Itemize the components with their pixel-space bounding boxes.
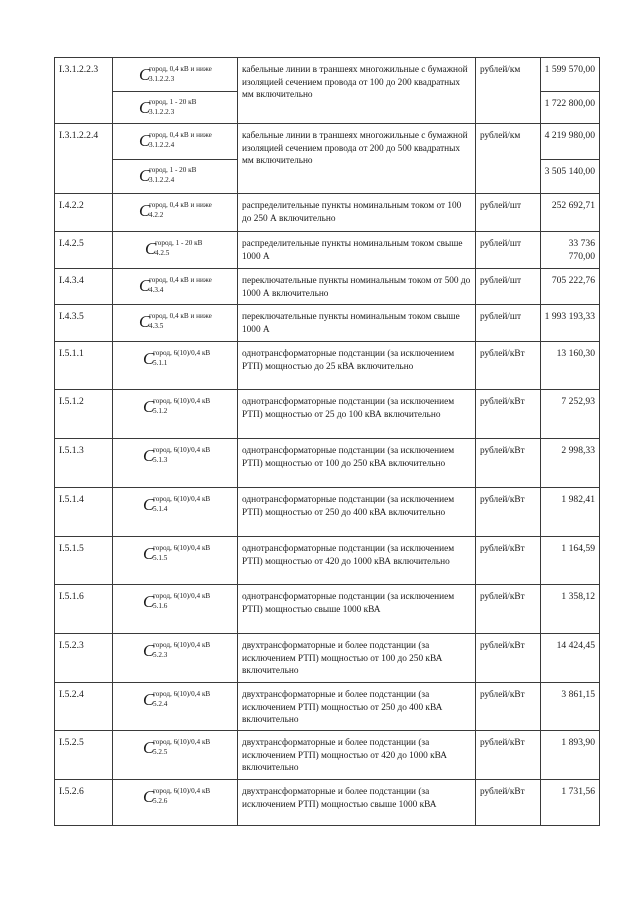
rate-symbol-sub: 5.1.3 [153, 456, 168, 464]
row-unit: рублей/кВт [476, 390, 541, 439]
row-code: I.4.3.4 [55, 269, 113, 305]
table-row [55, 585, 600, 634]
row-code: I.5.1.5 [55, 537, 113, 585]
rate-symbol-cell [113, 194, 238, 232]
row-unit: рублей/шт [476, 194, 541, 232]
row-code: I.5.1.4 [55, 488, 113, 537]
row-value: 2 998,33 [541, 439, 600, 488]
row-code: I.5.1.1 [55, 342, 113, 390]
row-value: 3 861,15 [541, 683, 600, 731]
row-value: 1 982,41 [541, 488, 600, 537]
rate-symbol-sup: город, 6(10)/0,4 кВ [153, 544, 211, 552]
row-description: однотрансформаторные подстанции (за исключением РТП) мощностью свыше 1000 кВА [238, 585, 476, 634]
row-code: I.5.2.4 [55, 683, 113, 731]
row-unit: рублей/кВт [476, 488, 541, 537]
row-description: однотрансформаторные подстанции (за исключением РТП) мощностью от 25 до 100 кВА включительно [238, 390, 476, 439]
rate-symbol-cell [113, 92, 238, 124]
rate-symbol-sup: город, 1 - 20 кВ [149, 98, 197, 106]
row-code: I.5.2.6 [55, 780, 113, 826]
rate-letter: C [143, 397, 155, 416]
row-unit: рублей/кВт [476, 439, 541, 488]
rate-symbol-sup: город, 0,4 кВ и ниже [149, 201, 212, 209]
rate-symbol-sub: 4.2.5 [155, 249, 170, 257]
rate-symbol-sup: город, 0,4 кВ и ниже [149, 131, 212, 139]
rate-symbol-sub: 5.2.3 [153, 651, 168, 659]
rate-symbol-sub: 5.1.2 [153, 407, 168, 415]
rate-symbol-sup: город, 6(10)/0,4 кВ [153, 446, 211, 454]
row-description: двухтрансформаторные и более подстанции (за исключением РТП) мощностью от 420 до 1000 кВА включительно [238, 731, 476, 780]
row-unit: рублей/шт [476, 269, 541, 305]
rate-symbol-cell [113, 439, 238, 488]
row-value: 1 599 570,00 [541, 58, 600, 92]
table-row [55, 124, 600, 160]
row-description: переключательные пункты номинальным током от 500 до 1000 А включительно [238, 269, 476, 305]
tariff-table [54, 57, 600, 826]
rate-letter: C [139, 98, 151, 117]
rate-symbol-sub: 3.1.2.2.4 [149, 176, 175, 184]
row-unit: рублей/кВт [476, 780, 541, 826]
rate-symbol-cell [113, 390, 238, 439]
rate-symbol-sub: 3.1.2.2.3 [149, 75, 175, 83]
table-row [55, 731, 600, 780]
table-row [55, 194, 600, 232]
table-row [55, 537, 600, 585]
row-unit: рублей/км [476, 124, 541, 194]
row-value: 705 222,76 [541, 269, 600, 305]
rate-letter: C [143, 690, 155, 709]
row-value: 7 252,93 [541, 390, 600, 439]
rate-symbol-sub: 4.3.5 [149, 322, 164, 330]
rate-symbol-sup: город, 6(10)/0,4 кВ [153, 349, 211, 357]
rate-letter: C [143, 446, 155, 465]
row-code: I.3.1.2.2.3 [55, 58, 113, 124]
rate-symbol-sub: 5.1.5 [153, 554, 168, 562]
rate-symbol-sup: город, 0,4 кВ и ниже [149, 276, 212, 284]
row-description: двухтрансформаторные и более подстанции (за исключением РТП) мощностью свыше 1000 кВА [238, 780, 476, 826]
row-code: I.5.2.3 [55, 634, 113, 683]
rate-letter: C [143, 592, 155, 611]
rate-symbol-sub: 3.1.2.2.4 [149, 141, 175, 149]
row-description: кабельные линии в траншеях многожильные с бумажной изоляцией сечением провода от 100 до 200 квадратных мм включительно [238, 58, 476, 124]
rate-letter: C [143, 738, 155, 757]
row-description: кабельные линии в траншеях многожильные с бумажной изоляцией сечением провода от 200 до 500 квадратных мм включительно [238, 124, 476, 194]
rate-symbol-sup: город, 6(10)/0,4 кВ [153, 690, 211, 698]
row-unit: рублей/кВт [476, 634, 541, 683]
table-row [55, 269, 600, 305]
table-row [55, 232, 600, 269]
rate-symbol-sub: 5.1.4 [153, 505, 168, 513]
rate-symbol-cell [113, 232, 238, 269]
row-code: I.5.1.6 [55, 585, 113, 634]
table-row [55, 780, 600, 826]
rate-letter: C [143, 544, 155, 563]
table-row [55, 683, 600, 731]
row-unit: рублей/шт [476, 305, 541, 342]
rate-letter: C [139, 276, 151, 295]
rate-symbol-sub: 5.2.4 [153, 700, 168, 708]
row-value: 33 736 770,00 [541, 232, 600, 269]
row-code: I.3.1.2.2.4 [55, 124, 113, 194]
table-row [55, 439, 600, 488]
row-code: I.5.1.2 [55, 390, 113, 439]
rate-symbol-sub: 5.1.1 [153, 359, 168, 367]
rate-symbol-cell [113, 634, 238, 683]
row-description: однотрансформаторные подстанции (за исключением РТП) мощностью до 25 кВА включительно [238, 342, 476, 390]
row-description: двухтрансформаторные и более подстанции (за исключением РТП) мощностью от 250 до 400 кВА включительно [238, 683, 476, 731]
rate-symbol-cell [113, 305, 238, 342]
row-value: 3 505 140,00 [541, 160, 600, 194]
rate-letter: C [139, 201, 151, 220]
rate-symbol-cell [113, 269, 238, 305]
row-value: 252 692,71 [541, 194, 600, 232]
row-unit: рублей/шт [476, 232, 541, 269]
rate-symbol-cell [113, 342, 238, 390]
row-code: I.4.2.2 [55, 194, 113, 232]
rate-symbol-cell [113, 537, 238, 585]
rate-letter: C [139, 166, 151, 185]
row-unit: рублей/кВт [476, 537, 541, 585]
rate-symbol-cell [113, 488, 238, 537]
row-description: однотрансформаторные подстанции (за исключением РТП) мощностью от 100 до 250 кВА включительно [238, 439, 476, 488]
rate-symbol-cell [113, 780, 238, 826]
row-value: 1 893,90 [541, 731, 600, 780]
row-value: 1 722 800,00 [541, 92, 600, 124]
row-unit: рублей/кВт [476, 683, 541, 731]
row-description: распределительные пункты номинальным током от 100 до 250 А включительно [238, 194, 476, 232]
table-row [55, 488, 600, 537]
rate-symbol-sup: город, 1 - 20 кВ [155, 239, 203, 247]
rate-letter: C [139, 131, 151, 150]
row-unit: рублей/кВт [476, 342, 541, 390]
row-description: однотрансформаторные подстанции (за исключением РТП) мощностью от 250 до 400 кВА включительно [238, 488, 476, 537]
table-row [55, 634, 600, 683]
rate-symbol-sub: 4.3.4 [149, 286, 164, 294]
table-row [55, 390, 600, 439]
rate-letter: C [139, 312, 151, 331]
row-value: 13 160,30 [541, 342, 600, 390]
rate-symbol-sub: 4.2.2 [149, 211, 164, 219]
rate-symbol-cell [113, 58, 238, 92]
row-description: распределительные пункты номинальным током свыше 1000 А [238, 232, 476, 269]
rate-symbol-sup: город, 1 - 20 кВ [149, 166, 197, 174]
rate-symbol-cell [113, 585, 238, 634]
rate-letter: C [143, 787, 155, 806]
rate-symbol-sup: город, 6(10)/0,4 кВ [153, 787, 211, 795]
row-description: переключательные пункты номинальным током свыше 1000 А [238, 305, 476, 342]
row-value: 1 164,59 [541, 537, 600, 585]
row-code: I.4.3.5 [55, 305, 113, 342]
row-value: 1 358,12 [541, 585, 600, 634]
rate-letter: C [145, 239, 157, 258]
row-description: однотрансформаторные подстанции (за исключением РТП) мощностью от 420 до 1000 кВА включительно [238, 537, 476, 585]
row-code: I.5.2.5 [55, 731, 113, 780]
row-code: I.4.2.5 [55, 232, 113, 269]
rate-letter: C [143, 641, 155, 660]
rate-symbol-cell [113, 124, 238, 160]
rate-symbol-sup: город, 6(10)/0,4 кВ [153, 495, 211, 503]
rate-symbol-sup: город, 0,4 кВ и ниже [149, 312, 212, 320]
rate-symbol-sup: город, 0,4 кВ и ниже [149, 65, 212, 73]
rate-symbol-cell [113, 683, 238, 731]
rate-symbol-sub: 5.2.5 [153, 748, 168, 756]
table-row [55, 58, 600, 92]
rate-symbol-cell [113, 731, 238, 780]
rate-symbol-sub: 5.1.6 [153, 602, 168, 610]
row-value: 1 993 193,33 [541, 305, 600, 342]
table-row [55, 342, 600, 390]
row-description: двухтрансформаторные и более подстанции (за исключением РТП) мощностью от 100 до 250 кВА включительно [238, 634, 476, 683]
rate-symbol-sub: 3.1.2.2.3 [149, 108, 175, 116]
rate-letter: C [143, 349, 155, 368]
row-unit: рублей/кВт [476, 585, 541, 634]
rate-symbol-sup: город, 6(10)/0,4 кВ [153, 592, 211, 600]
row-unit: рублей/кВт [476, 731, 541, 780]
table-row [55, 305, 600, 342]
row-code: I.5.1.3 [55, 439, 113, 488]
rate-symbol-sub: 5.2.6 [153, 797, 168, 805]
rate-symbol-sup: город, 6(10)/0,4 кВ [153, 738, 211, 746]
row-unit: рублей/км [476, 58, 541, 124]
rate-symbol-sup: город, 6(10)/0,4 кВ [153, 641, 211, 649]
row-value: 1 731,56 [541, 780, 600, 826]
rate-letter: C [143, 495, 155, 514]
rate-symbol-cell [113, 160, 238, 194]
rate-letter: C [139, 65, 151, 84]
row-value: 14 424,45 [541, 634, 600, 683]
row-value: 4 219 980,00 [541, 124, 600, 160]
rate-symbol-sup: город, 6(10)/0,4 кВ [153, 397, 211, 405]
